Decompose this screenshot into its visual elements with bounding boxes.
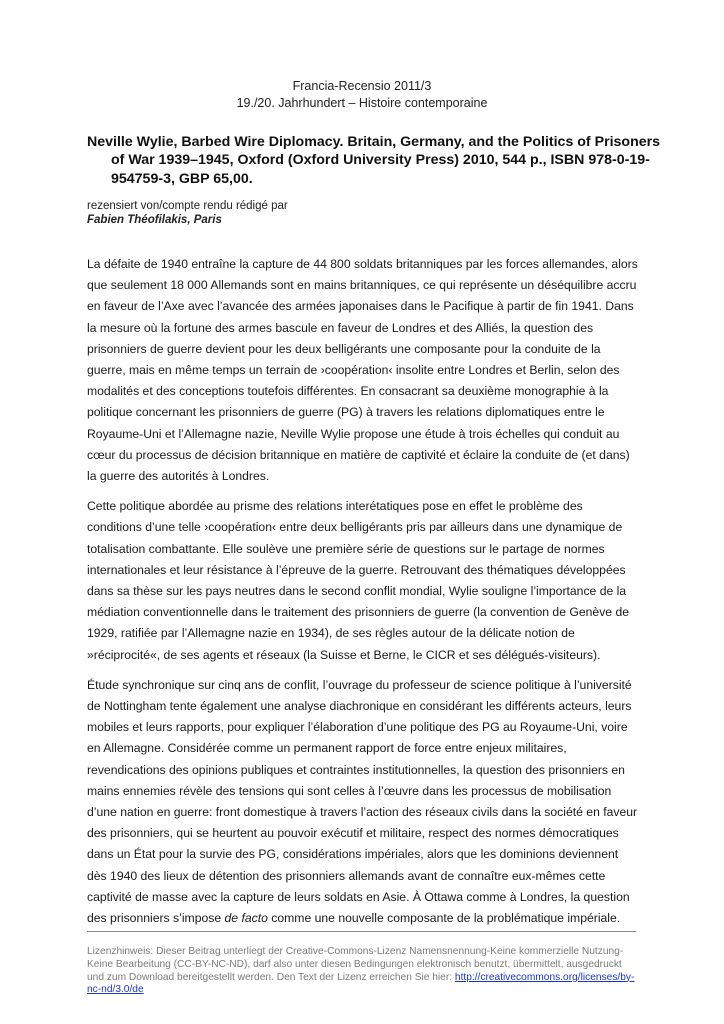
review-title: Neville Wylie, Barbed Wire Diplomacy. Britain, Germany, and the Politics of Prisoners of War 1939–1945, Oxford (Oxford University Press) 2010, 544 p., ISBN 978-0-19-954759-3, GBP 65,00. (87, 134, 661, 187)
byline (87, 199, 288, 227)
paragraph-3-text-end: comme une nouvelle composante de la problématique impériale. (267, 911, 621, 926)
paragraph-1: La défaite de 1940 entraîne la capture de 44 800 soldats britanniques par les forces allemandes, alors que seulement 18 000 Allemands sont en mains britanniques, ce qui représente un déséquilibre accru en faveur de l’Axe avec l’avancée des armées japonaises dans le Pacifique à partir de fin 1941. Dans la mesure où la fortune des armes bascule en faveur de Londres et des Alliés, la question des prisonniers de guerre devient pour les deux belligérants une composante pour la conduite de la guerre, mais en même temps un terrain de ›coopération‹ insolite entre Londres et Berlin, selon des modalités et des conceptions toutefois différentes. En consacrant sa deuxième monographie à la politique concernant les prisonniers de guerre (PG) à travers les relations diplomatiques entre le Royaume-Uni et l’Allemagne nazie, Neville Wylie propose une étude à trois échelles qui conduit au cœur du processus de décision britannique en matière de captivité et éclaire la conduite de (et dans) la guerre des autorités à Londres. (87, 257, 638, 484)
journal-issue: Francia-Recensio 2011/3 (292, 79, 432, 93)
license-link[interactable]: http://creativecommons.org/licenses/by-nc-nd/3.0/de (87, 971, 635, 996)
license-notice (87, 946, 638, 997)
paragraph-2: Cette politique abordée au prisme des relations interétatiques pose en effet le problème des conditions d’une telle ›coopération‹ entre deux belligérants pris par ailleurs dans une dynamique de totalisation combattante. Elle soulève une première série de questions sur le partage de normes internationales et leur résistance à l’épreuve de la guerre. Retrouvant des thématiques développées dans sa thèse sur les pays neutres dans le second conflit mondial, Wylie souligne l’importance de la médiation conventionnelle dans le traitement des prisonniers de guerre (la convention de Genève de 1929, ratifiée par l’Allemagne nazie en 1934), de ses règles autour de la délicate notion de »réciprocité«, de ses agents et réseaux (la Suisse et Berne, le CICR et ses délégués-visiteurs). (87, 499, 630, 662)
license-text: Lizenzhinweis: Dieser Beitrag unterliegt der Creative-Commons-Lizenz Namensnennung-Keine kommerzielle Nutzung-Keine Bearbeitung (CC-BY-NC-ND), darf also unter diesen Bedingungen elektronisch benutzt, übermittelt, ausgedruckt und zum Download bereitgestellt werden. Den Text der Lizenz erreichen Sie hier: (87, 946, 624, 983)
reviewer-name: Fabien Théofilakis, Paris (87, 214, 222, 226)
paragraph-3-text: Étude synchronique sur cinq ans de conflit, l’ouvrage du professeur de science politique à l’université de Nottingham tente également une analyse diachronique en considérant les différents acteurs, leurs mobiles et leurs rapports, pour expliquer l’élaboration d’une politique des PG au Royaume-Uni, voire en Allemagne. Considérée comme un permanent rapport de force entre enjeux militaires, revendications des opinions publiques et contraintes institutionnelles, la question des prisonniers en mains ennemies révèle des tensions qui sont celles à l’œuvre dans les processus de mobilisation d’une nation en guerre: front domestique à travers l’action des réseaux civils dans la société en faveur des prisonniers, qui se heurtent au pouvoir exécutif et militaire, respect des normes démocratiques dans un État pour la survie des PG, considérations impériales, alors que les dominions deviennent dès 1940 des lieux de détention des prisonniers allemands avant de connaître eux-mêmes cette captivité de masse avec la capture de leurs soldats en Asie. À Ottawa comme à Londres, la question des prisonniers s’impose (87, 677, 638, 926)
byline-label: rezensiert von/compte rendu rédigé par (87, 200, 288, 212)
paragraph-3 (87, 675, 638, 929)
review-body (87, 254, 638, 929)
journal-header (0, 78, 724, 112)
latin-phrase: de facto (224, 911, 268, 926)
journal-section: 19./20. Jahrhundert – Histoire contemporaine (236, 96, 488, 110)
footer-divider (87, 931, 636, 932)
